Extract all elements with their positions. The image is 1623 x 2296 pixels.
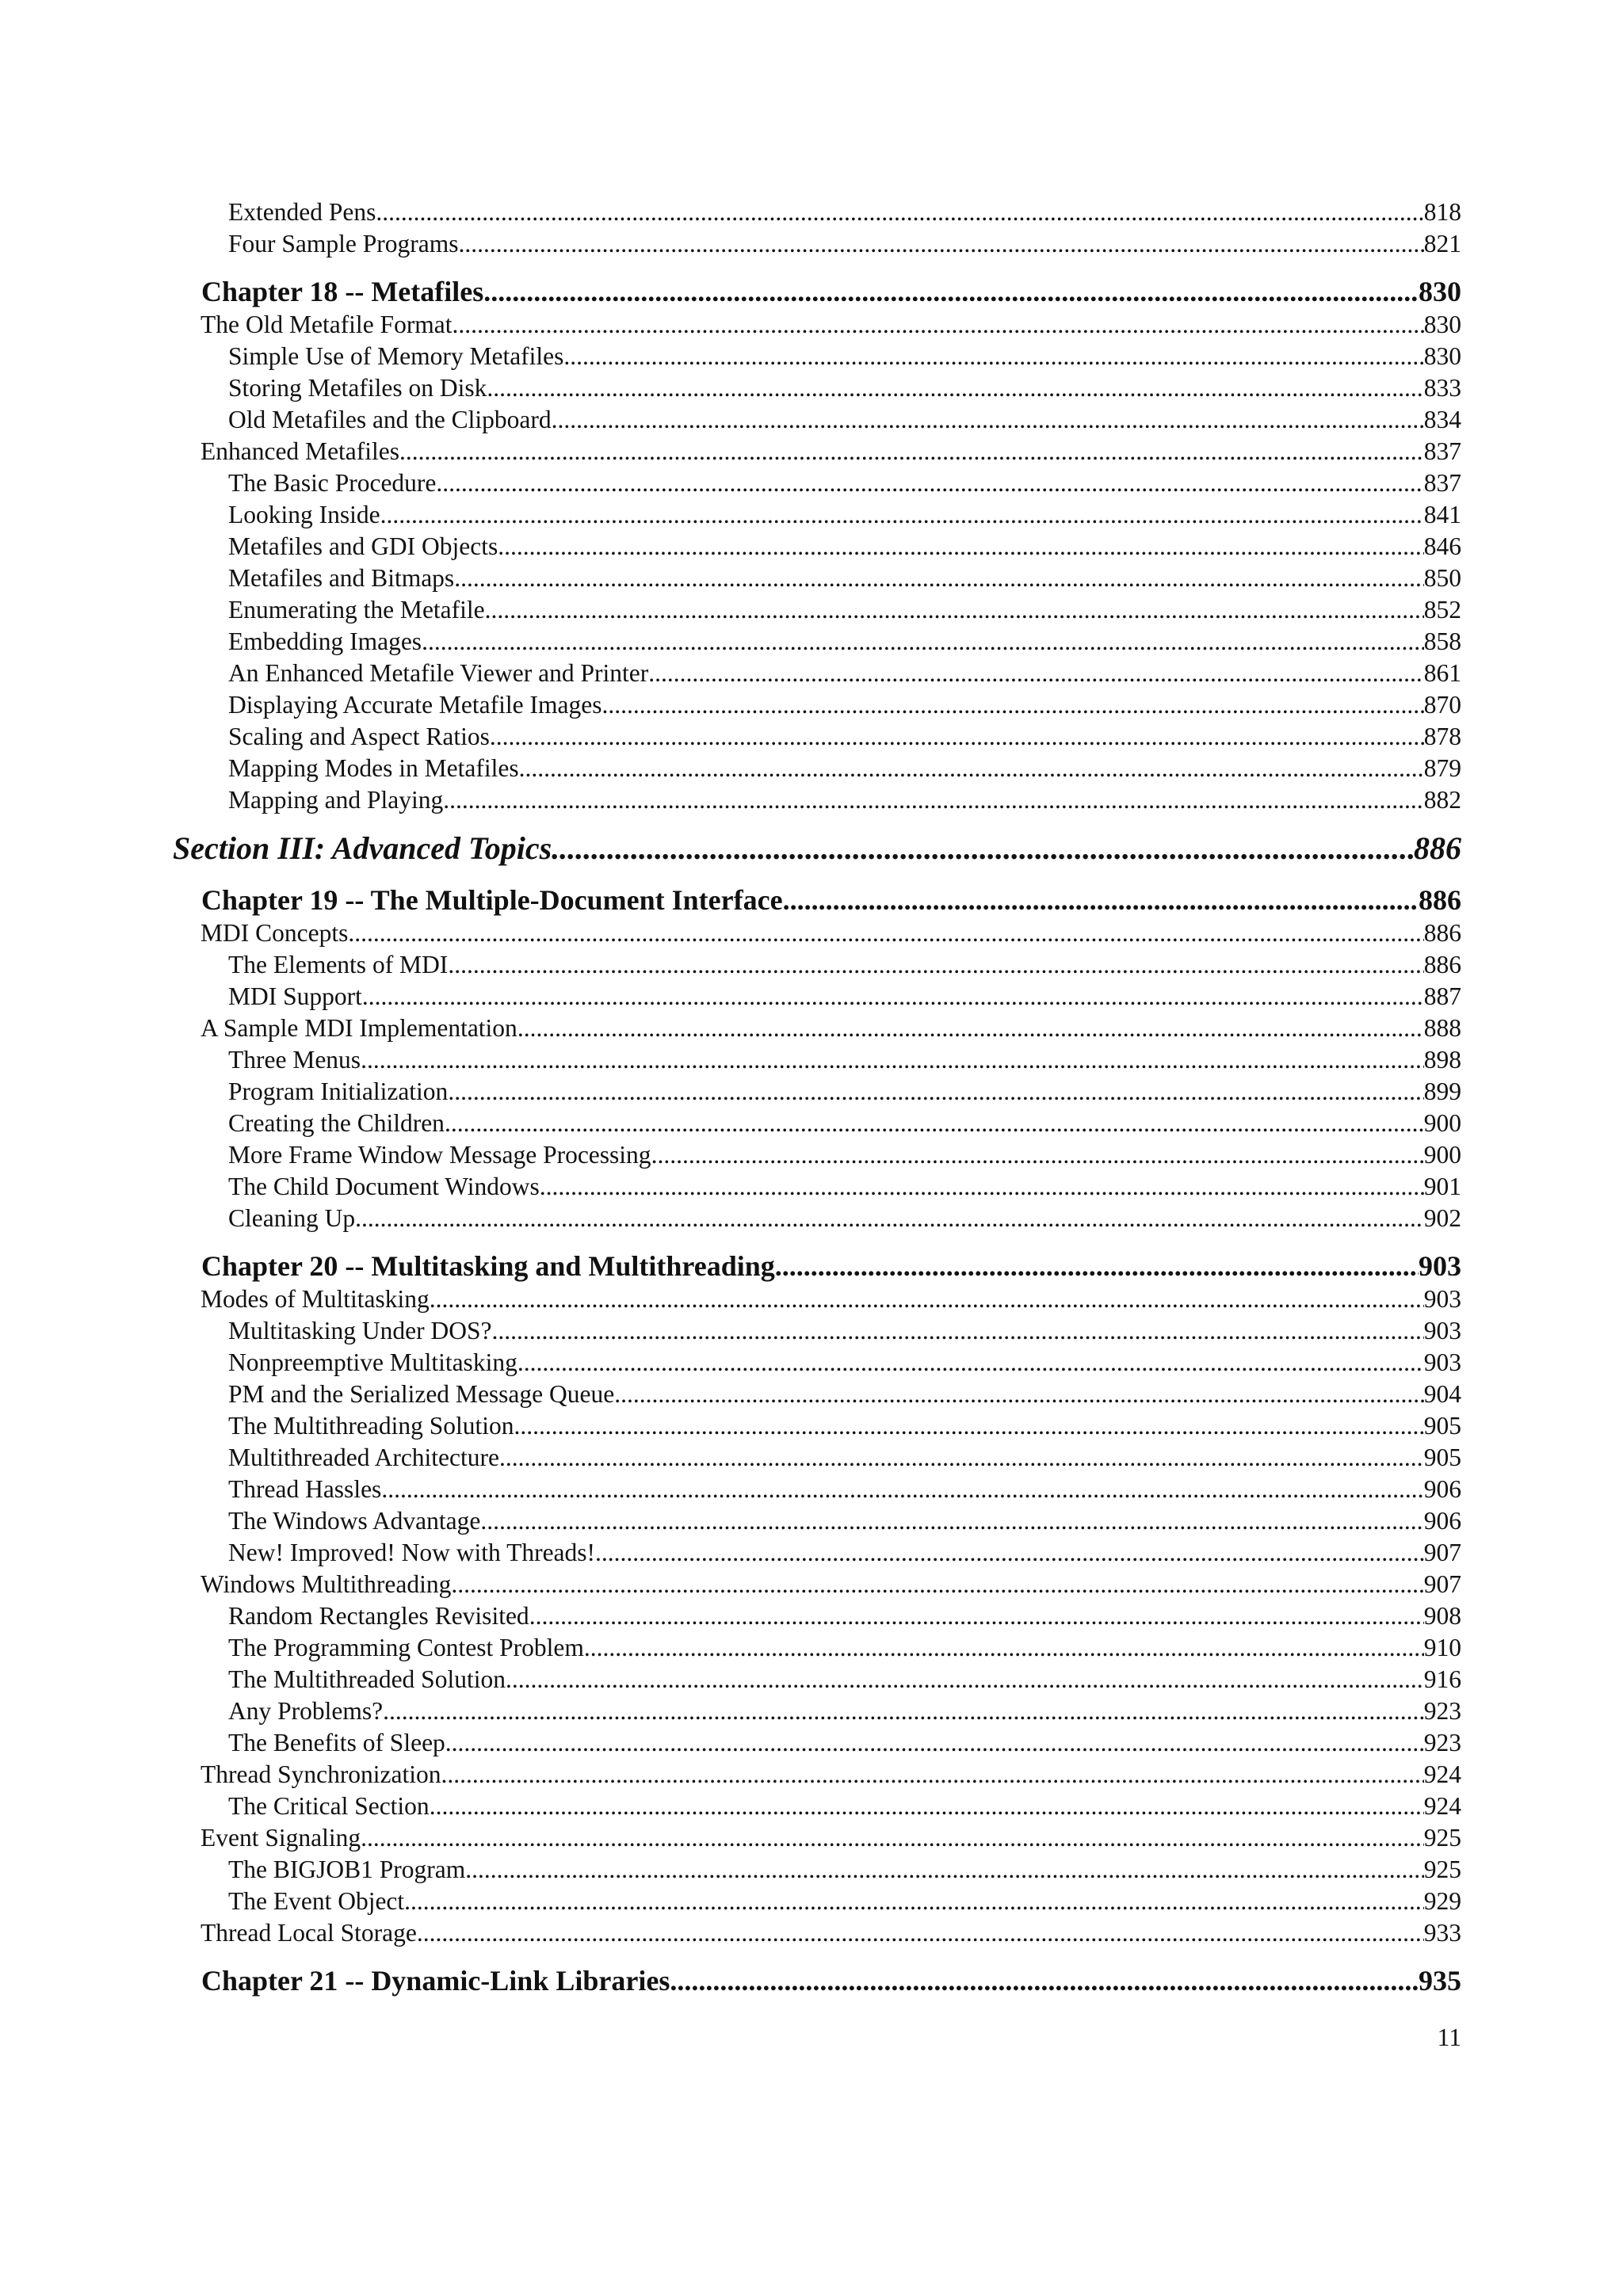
toc-entry-page: 924 [1423, 1760, 1461, 1788]
toc-entry-l2 [173, 1139, 1461, 1171]
toc-entry-title: Any Problems? [228, 1697, 384, 1725]
toc-entry-title: The Multithreaded Solution [228, 1665, 506, 1693]
dot-leader [443, 784, 1424, 816]
toc-entry-page: 833 [1423, 374, 1461, 402]
toc-entry-l2 [173, 626, 1461, 658]
dot-leader [552, 829, 1414, 868]
toc-entry-page: 923 [1423, 1729, 1461, 1756]
toc-entry-l2 [173, 228, 1461, 260]
toc-entry-l2 [173, 1203, 1461, 1234]
toc-entry-page: 886 [1423, 951, 1461, 978]
toc-entry-page: 900 [1423, 1141, 1461, 1169]
toc-entry-page: 910 [1423, 1634, 1461, 1661]
toc-entry-section [173, 829, 1461, 868]
toc-entry-page: 882 [1423, 786, 1461, 814]
toc-entry-title: The Multithreading Solution [228, 1412, 514, 1440]
toc-entry-title: The Benefits of Sleep [228, 1729, 445, 1756]
toc-entry-l2 [173, 594, 1461, 626]
toc-entry-l2 [173, 1727, 1461, 1759]
toc-entry-title: Embedding Images [228, 627, 422, 655]
toc-entry-page: 821 [1423, 230, 1461, 257]
toc-entry-page: 904 [1423, 1380, 1461, 1408]
toc-entry-l1 [173, 1822, 1461, 1854]
toc-entry-page: 861 [1423, 659, 1461, 687]
table-of-contents [173, 196, 1461, 1998]
toc-entry-l2 [173, 753, 1461, 784]
toc-entry-title: Nonpreemptive Multitasking [228, 1348, 517, 1376]
toc-entry-page: 850 [1423, 564, 1461, 592]
toc-entry-l1 [173, 1283, 1461, 1315]
dot-leader [361, 1822, 1424, 1854]
toc-entry-title: Thread Hassles [228, 1475, 382, 1503]
dot-leader [436, 467, 1423, 499]
toc-entry-page: 901 [1423, 1173, 1461, 1200]
toc-entry-title: More Frame Window Message Processing [228, 1141, 651, 1169]
toc-entry-page: 906 [1423, 1475, 1461, 1503]
toc-entry-l2 [173, 196, 1461, 228]
toc-entry-page: 898 [1423, 1046, 1461, 1074]
toc-entry-title: The Critical Section [228, 1792, 430, 1820]
toc-entry-title: New! Improved! Now with Threads! [228, 1539, 596, 1566]
toc-entry-page: 924 [1423, 1792, 1461, 1820]
toc-entry-l1 [173, 1917, 1461, 1949]
toc-entry-l2 [173, 1171, 1461, 1203]
toc-entry-title: A Sample MDI Implementation [200, 1014, 517, 1042]
toc-entry-l2 [173, 1044, 1461, 1076]
toc-entry-title: Enhanced Metafiles [200, 437, 400, 465]
dot-leader [348, 917, 1423, 949]
dot-leader [451, 1569, 1423, 1600]
toc-entry-l2 [173, 949, 1461, 981]
toc-entry-page: 933 [1423, 1919, 1461, 1947]
toc-entry-page: 846 [1423, 532, 1461, 560]
dot-leader [454, 563, 1424, 594]
dot-leader [670, 1963, 1419, 1998]
toc-entry-title: Three Menus [228, 1046, 361, 1074]
toc-entry-title: The Elements of MDI [228, 951, 449, 978]
dot-leader [552, 404, 1424, 436]
toc-entry-l2 [173, 1791, 1461, 1822]
toc-entry-title: The BIGJOB1 Program [228, 1855, 466, 1883]
toc-entry-l2 [173, 1379, 1461, 1410]
toc-entry-page: 900 [1423, 1109, 1461, 1137]
toc-entry-l2 [173, 1315, 1461, 1347]
toc-entry-page: 818 [1423, 198, 1461, 226]
toc-entry-l2 [173, 341, 1461, 372]
toc-entry-title: Metafiles and Bitmaps [228, 564, 455, 592]
toc-entry-l1 [173, 1759, 1461, 1791]
toc-entry-page: 907 [1423, 1570, 1461, 1598]
toc-entry-title: The Event Object [228, 1887, 405, 1915]
dot-leader [430, 1283, 1424, 1315]
toc-entry-title: Creating the Children [228, 1109, 445, 1137]
toc-entry-l2 [173, 1632, 1461, 1664]
toc-entry-title: Metafiles and GDI Objects [228, 532, 498, 560]
toc-entry-l1 [173, 309, 1461, 341]
toc-entry-title: Chapter 20 -- Multitasking and Multithreading [201, 1250, 775, 1282]
toc-entry-l2 [173, 1695, 1461, 1727]
toc-entry-page: 925 [1423, 1855, 1461, 1883]
dot-leader [563, 341, 1423, 372]
toc-entry-title: The Windows Advantage [228, 1507, 481, 1535]
dot-leader [490, 721, 1424, 753]
toc-entry-title: Chapter 21 -- Dynamic-Link Libraries [201, 1965, 670, 1997]
dot-leader [529, 1600, 1424, 1632]
toc-entry-title: PM and the Serialized Message Queue [228, 1380, 615, 1408]
dot-leader [499, 1442, 1424, 1474]
toc-entry-title: Windows Multithreading [200, 1570, 452, 1598]
dot-leader [517, 1347, 1424, 1379]
dot-leader [383, 1695, 1424, 1727]
toc-entry-l2 [173, 1505, 1461, 1537]
toc-entry-title: Random Rectangles Revisited [228, 1602, 529, 1630]
toc-entry-l2 [173, 658, 1461, 689]
toc-entry-page: 903 [1423, 1285, 1461, 1313]
dot-leader [584, 1632, 1424, 1664]
toc-entry-title: The Old Metafile Format [200, 311, 453, 338]
dot-leader [376, 196, 1423, 228]
toc-entry-l2 [173, 1664, 1461, 1695]
toc-entry-page: 870 [1423, 691, 1461, 719]
toc-entry-l2 [173, 981, 1461, 1013]
toc-entry-l2 [173, 1886, 1461, 1917]
toc-entry-title: Four Sample Programs [228, 230, 459, 257]
toc-entry-page: 886 [1414, 830, 1461, 866]
toc-entry-l2 [173, 1410, 1461, 1442]
toc-entry-title: Mapping and Playing [228, 786, 444, 814]
dot-leader [775, 1249, 1419, 1283]
toc-entry-title: Enumerating the Metafile [228, 596, 485, 624]
toc-entry-page: 905 [1423, 1444, 1461, 1471]
toc-entry-l1 [173, 1569, 1461, 1600]
toc-entry-l2 [173, 563, 1461, 594]
dot-leader [514, 1410, 1423, 1442]
dot-leader [362, 981, 1424, 1013]
toc-entry-l2 [173, 404, 1461, 436]
toc-entry-title: Thread Synchronization [200, 1760, 441, 1788]
dot-leader [465, 1854, 1424, 1886]
toc-entry-title: The Child Document Windows [228, 1173, 540, 1200]
toc-entry-chapter [173, 1249, 1461, 1283]
toc-entry-l2 [173, 1854, 1461, 1886]
toc-entry-page: 925 [1423, 1824, 1461, 1852]
toc-entry-page: 878 [1423, 723, 1461, 750]
dot-leader [595, 1537, 1424, 1569]
toc-entry-page: 837 [1423, 437, 1461, 465]
toc-entry-page: 903 [1423, 1348, 1461, 1376]
toc-entry-page: 830 [1423, 342, 1461, 370]
toc-entry-title: The Programming Contest Problem [228, 1634, 584, 1661]
toc-entry-page: 888 [1423, 1014, 1461, 1042]
toc-entry-title: Chapter 19 -- The Multiple-Document Interface [201, 884, 783, 916]
dot-leader [487, 372, 1423, 404]
toc-entry-page: 858 [1423, 627, 1461, 655]
toc-entry-page: 935 [1419, 1965, 1461, 1997]
toc-entry-l2 [173, 372, 1461, 404]
dot-leader [381, 1474, 1423, 1505]
dot-leader [399, 436, 1424, 467]
toc-entry-page: 905 [1423, 1412, 1461, 1440]
toc-entry-l2 [173, 531, 1461, 563]
toc-entry-page: 841 [1423, 501, 1461, 528]
dot-leader [458, 228, 1423, 260]
dot-leader [441, 1759, 1424, 1791]
toc-entry-title: Cleaning Up [228, 1204, 356, 1232]
toc-entry-title: Storing Metafiles on Disk [228, 374, 487, 402]
dot-leader [614, 1379, 1424, 1410]
toc-entry-l2 [173, 1347, 1461, 1379]
toc-entry-l2 [173, 1474, 1461, 1505]
dot-leader [651, 1139, 1424, 1171]
toc-entry-page: 887 [1423, 982, 1461, 1010]
toc-entry-page: 834 [1423, 406, 1461, 433]
toc-entry-title: MDI Support [228, 982, 362, 1010]
dot-leader [361, 1044, 1424, 1076]
dot-leader [453, 309, 1424, 341]
dot-leader [422, 626, 1424, 658]
toc-entry-page: 886 [1419, 884, 1461, 916]
toc-entry-l2 [173, 689, 1461, 721]
dot-leader [448, 949, 1423, 981]
toc-entry-page: 830 [1419, 276, 1461, 307]
toc-entry-title: Multitasking Under DOS? [228, 1317, 492, 1344]
toc-entry-l2 [173, 1600, 1461, 1632]
toc-entry-l2 [173, 721, 1461, 753]
toc-entry-title: Chapter 18 -- Metafiles [201, 276, 484, 307]
toc-entry-page: 852 [1423, 596, 1461, 624]
toc-entry-page: 903 [1423, 1317, 1461, 1344]
toc-entry-page: 886 [1423, 919, 1461, 947]
toc-entry-title: Displaying Accurate Metafile Images [228, 691, 602, 719]
toc-entry-title: Looking Inside [228, 501, 380, 528]
toc-entry-l2 [173, 1076, 1461, 1108]
toc-entry-l2 [173, 1108, 1461, 1139]
toc-entry-l2 [173, 1537, 1461, 1569]
toc-entry-title: An Enhanced Metafile Viewer and Printer [228, 659, 649, 687]
toc-entry-page: 907 [1423, 1539, 1461, 1566]
toc-entry-title: The Basic Procedure [228, 469, 437, 497]
toc-entry-page: 899 [1423, 1077, 1461, 1105]
toc-entry-title: Simple Use of Memory Metafiles [228, 342, 564, 370]
toc-entry-l1 [173, 917, 1461, 949]
dot-leader [417, 1917, 1424, 1949]
toc-entry-l2 [173, 784, 1461, 816]
toc-entry-title: Old Metafiles and the Clipboard [228, 406, 552, 433]
dot-leader [355, 1203, 1424, 1234]
toc-entry-l1 [173, 1013, 1461, 1044]
dot-leader [448, 1076, 1423, 1108]
dot-leader [498, 531, 1423, 563]
toc-entry-title: Scaling and Aspect Ratios [228, 723, 490, 750]
toc-entry-page: 929 [1423, 1887, 1461, 1915]
page-number: 11 [1437, 2023, 1461, 2051]
toc-entry-page: 902 [1423, 1204, 1461, 1232]
toc-entry-chapter [173, 274, 1461, 309]
toc-entry-page: 830 [1423, 311, 1461, 338]
toc-entry-l2 [173, 499, 1461, 531]
dot-leader [601, 689, 1423, 721]
toc-entry-page: 916 [1423, 1665, 1461, 1693]
toc-entry-l2 [173, 467, 1461, 499]
toc-entry-title: Section III: Advanced Topics [173, 830, 552, 866]
dot-leader [485, 594, 1424, 626]
toc-entry-chapter [173, 883, 1461, 917]
dot-leader [648, 658, 1424, 689]
dot-leader [430, 1791, 1424, 1822]
dot-leader [519, 753, 1424, 784]
dot-leader [404, 1886, 1424, 1917]
dot-leader [380, 499, 1424, 531]
toc-entry-title: Modes of Multitasking [200, 1285, 430, 1313]
toc-entry-title: Event Signaling [200, 1824, 361, 1852]
dot-leader [445, 1727, 1424, 1759]
toc-entry-title: Extended Pens [228, 198, 376, 226]
toc-entry-title: Thread Local Storage [200, 1919, 417, 1947]
toc-entry-page: 906 [1423, 1507, 1461, 1535]
toc-entry-title: Multithreaded Architecture [228, 1444, 499, 1471]
dot-leader [517, 1013, 1424, 1044]
dot-leader [506, 1664, 1424, 1695]
dot-leader [445, 1108, 1424, 1139]
dot-leader [480, 1505, 1423, 1537]
dot-leader [491, 1315, 1423, 1347]
dot-leader [540, 1171, 1424, 1203]
toc-entry-page: 837 [1423, 469, 1461, 497]
toc-entry-title: Program Initialization [228, 1077, 449, 1105]
toc-entry-page: 908 [1423, 1602, 1461, 1630]
toc-entry-l2 [173, 1442, 1461, 1474]
toc-entry-l1 [173, 436, 1461, 467]
toc-entry-title: MDI Concepts [200, 919, 349, 947]
dot-leader [483, 274, 1419, 309]
toc-entry-page: 923 [1423, 1697, 1461, 1725]
dot-leader [783, 883, 1419, 917]
toc-entry-chapter [173, 1963, 1461, 1998]
toc-entry-page: 879 [1423, 754, 1461, 782]
toc-entry-title: Mapping Modes in Metafiles [228, 754, 519, 782]
toc-entry-page: 903 [1419, 1250, 1461, 1282]
